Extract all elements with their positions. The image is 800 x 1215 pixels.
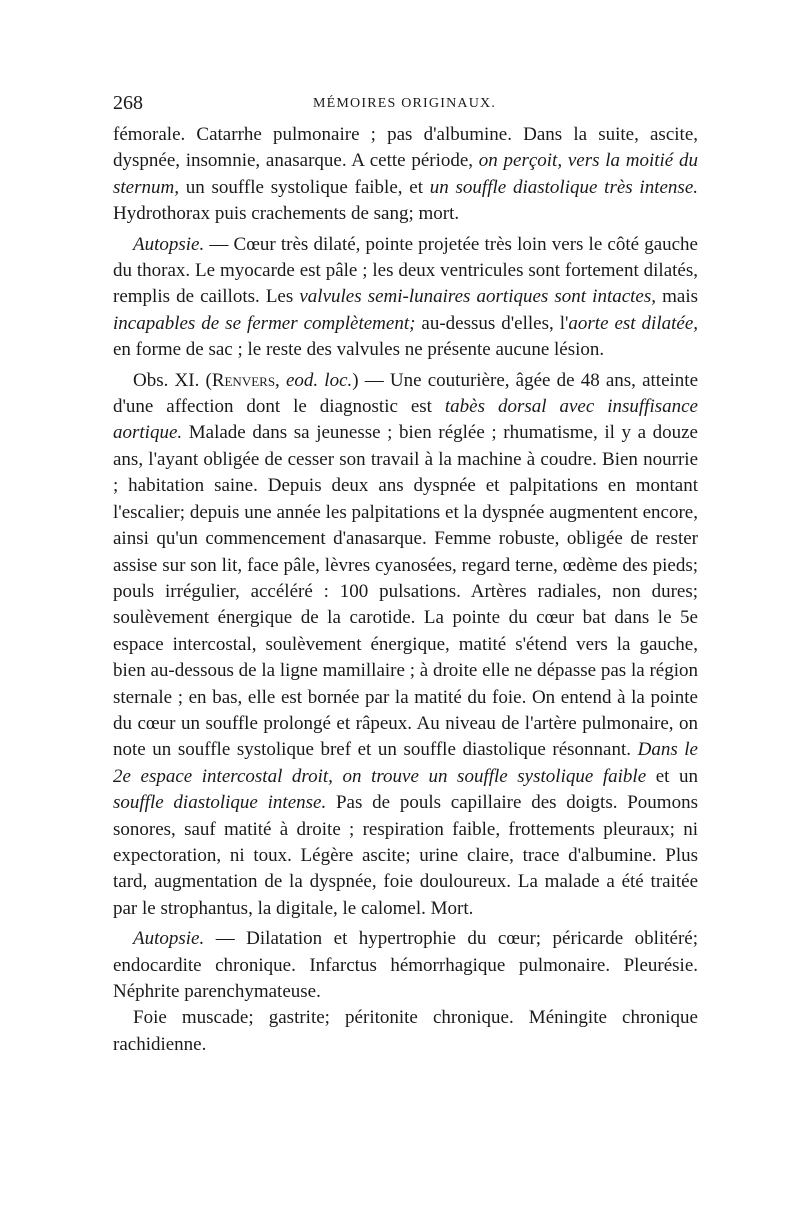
paragraph-observation-xi: Obs. XI. (Renvers, eod. loc.) — Une couturière, âgée de 48 ans, atteinte d'une affection dont le diagnostic est tabès dorsal avec insuffisance aortique. Malade dans sa jeunesse ; bien réglée ; rhumatisme, il y a douze ans, l'ayant obligée de cesser son travail à la machine à coudre. Bien nourrie ; habitation saine. Depuis deux ans dyspnée et palpitations en montant l'escalier; depuis une année les palpitations et la dyspnée augmentent encore, ainsi qu'un commencement d'anasarque. Femme robuste, obligée de rester assise sur son lit, face pâle, lèvres cyanosées, regard terne, œdème des pieds; pouls irrégulier, accéléré : 100 pulsations. Artères radiales, non dures; soulèvement énergique de la carotide. La pointe du cœur bat dans le 5e espace intercostal, soulèvement énergique, matité s'étend vers la gauche, bien au-dessous de la ligne mamillaire ; à droite elle ne dépasse pas la région sternale ; en bas, elle est bornée par la matité du foie. On entend à la pointe du cœur un souffle prolongé et râpeux. Au niveau de l'artère pulmonaire, on note un souffle systolique bref et un souffle diastolique résonnant. Dans le 2e espace intercostal droit, on trouve un souffle systolique faible et un souffle diastolique intense. Pas de pouls capillaire des doigts. Poumons sonores, sauf matité à droite ; respiration faible, frottements pleuraux; ni expectoration, ni toux. Légère ascite; urine claire, trace d'albumine. Plus tard, augmentation de la dyspnée, foie douloureux. La malade a été traitée par le strophantus, la digitale, le calomel. Mort. xyxy=(113,369,699,919)
paragraph-autopsie-2: Autopsie. — Dilatation et hypertrophie du cœur; péricarde oblitéré; endocardite chronique. Infarctus hémorrhagique pulmonaire. Pleurésie. Néphrite parenchymateuse. xyxy=(113,928,698,1002)
page-number: 268 xyxy=(113,92,143,114)
running-title: MÉMOIRES ORIGINAUX. xyxy=(313,96,497,111)
document-page xyxy=(113,92,698,1058)
paragraph-autopsie-1: Autopsie. — Cœur très dilaté, pointe projetée très loin vers le côté gauche du thorax. Le myocarde est pâle ; les deux ventricules sont fortement dilatés, remplis de caillots. Les valvules semi-lunaires aortiques sont intactes, mais incapables de se fermer complètement; au-dessus d'elles, l'aorte est dilatée, en forme de sac ; le reste des valvules ne présente aucune lésion. xyxy=(113,233,698,361)
paragraph-case-continuation: fémorale. Catarrhe pulmonaire ; pas d'albumine. Dans la suite, ascite, dyspnée, insomnie, anasarque. A cette période, on perçoit, vers la moitié du sternum, un souffle systolique faible, et un souffle diastolique très intense. Hydrothorax puis crachements de sang; mort. xyxy=(113,124,698,225)
paragraph-findings: Foie muscade; gastrite; péritonite chronique. Méningite chronique rachidienne. xyxy=(113,1007,698,1055)
page-header xyxy=(113,92,698,122)
